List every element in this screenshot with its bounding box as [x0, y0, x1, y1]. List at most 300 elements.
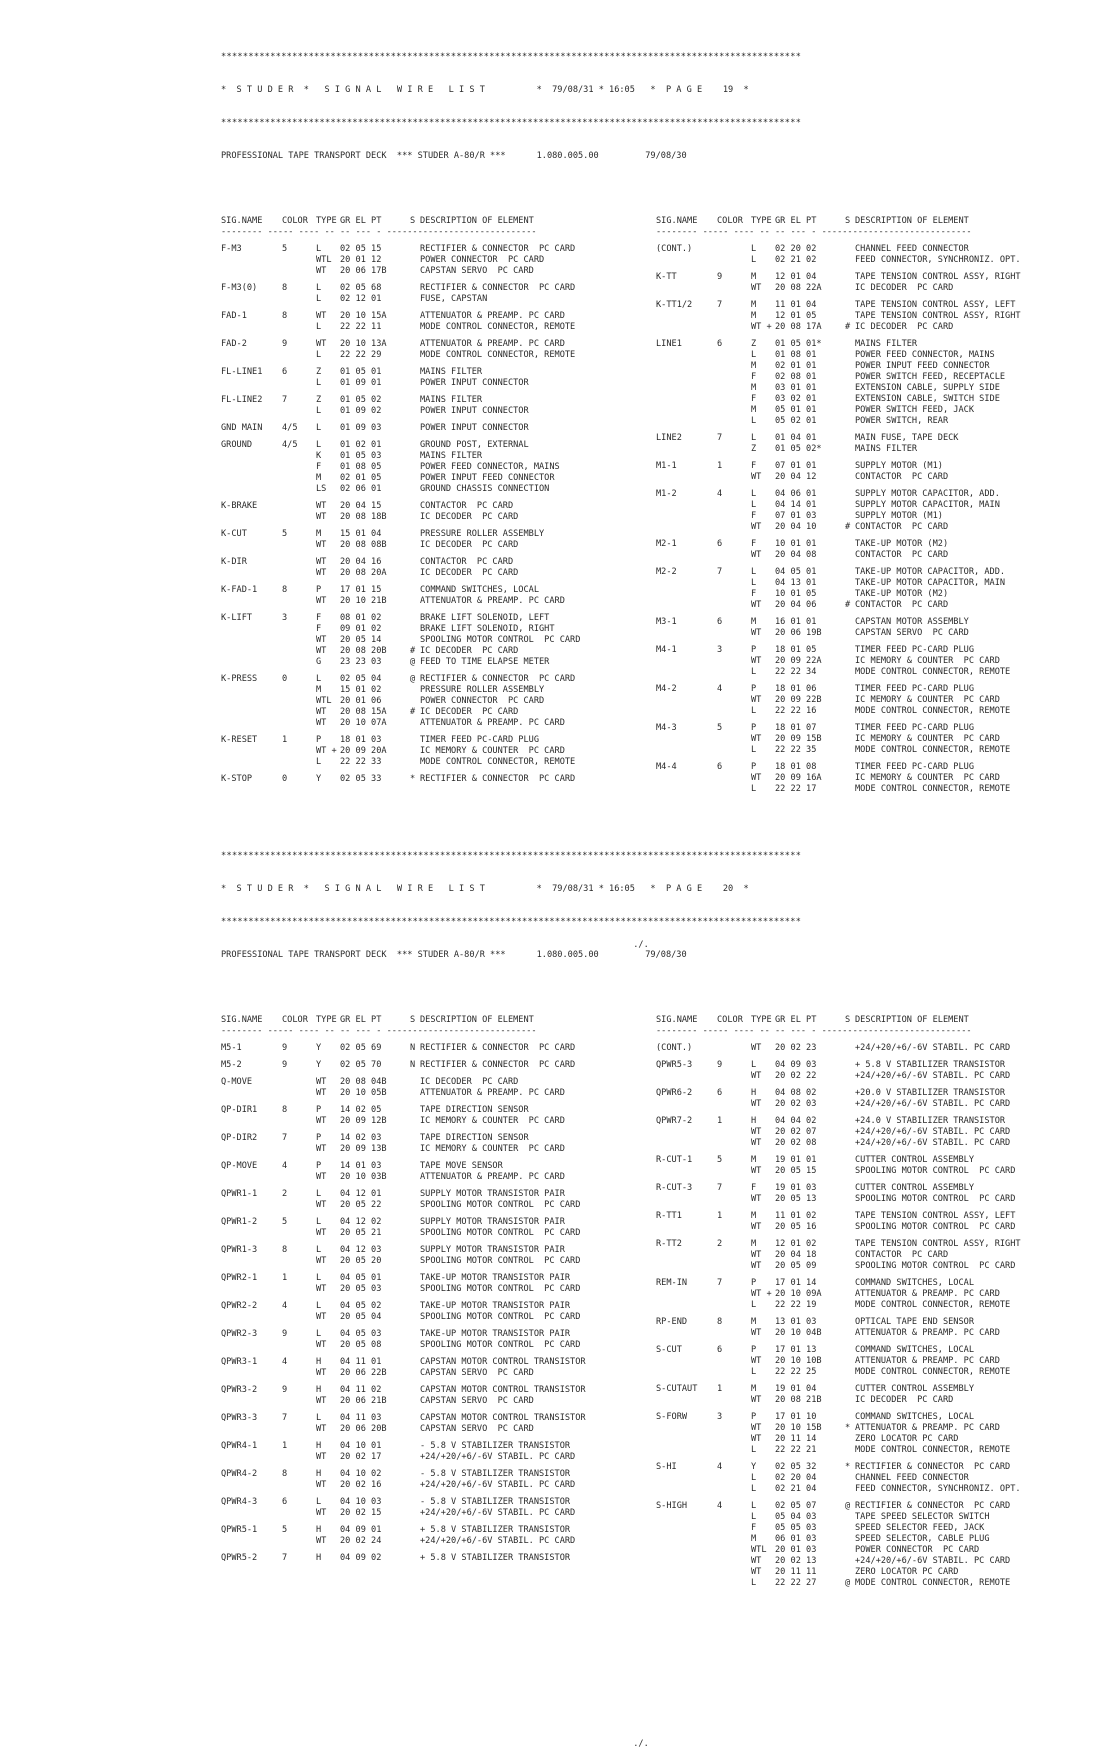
wire-type: L — [316, 244, 322, 254]
status-flag — [845, 472, 855, 483]
element-description: +24/+20/+6/-6V STABIL. PC CARD — [420, 1536, 576, 1546]
wire-color: 6 — [282, 367, 288, 377]
signal-name: S-CUT — [656, 1345, 682, 1355]
wire-type: WT — [316, 1256, 327, 1266]
signal-name — [221, 1340, 282, 1351]
wire-row — [221, 1424, 646, 1435]
signal-entry — [221, 1043, 646, 1054]
gr-el-pt-code: 01 08 05 — [340, 462, 382, 472]
col-header-color: COLOR — [717, 216, 743, 226]
wire-type: Z — [751, 339, 757, 349]
element-description: CAPSTAN MOTOR CONTROL TRANSISTOR — [420, 1385, 586, 1395]
signal-name — [656, 600, 717, 611]
wire-row — [221, 255, 646, 266]
signal-name — [221, 512, 282, 523]
signal-entry — [656, 1239, 1081, 1272]
wire-row — [656, 1127, 1081, 1138]
gr-el-pt-code: 01 04 01 — [775, 433, 817, 443]
wire-type: L — [751, 1512, 757, 1522]
wire-color — [717, 394, 751, 405]
wire-type: WT — [316, 311, 327, 321]
wire-color — [717, 1484, 751, 1495]
signal-entry — [221, 1161, 646, 1183]
signal-name: QPWR4-3 — [221, 1497, 258, 1507]
status-flag — [845, 656, 855, 667]
wire-type: WT — [751, 1356, 762, 1366]
element-description: TAPE TENSION CONTROL ASSY, LEFT — [855, 300, 1016, 310]
wire-row — [221, 718, 646, 729]
signal-entry — [656, 684, 1081, 717]
element-description: TAKE-UP MOTOR TRANSISTOR PAIR — [420, 1301, 571, 1311]
wire-type: P — [751, 723, 757, 733]
wire-row — [221, 451, 646, 462]
element-description: GROUND POST, EXTERNAL — [420, 440, 529, 450]
gr-el-pt-code: 04 11 01 — [340, 1357, 382, 1367]
document-subtitle: PROFESSIONAL TAPE TRANSPORT DECK *** STUDER A-80/R *** 1.080.005.00 79/08/30 — [221, 151, 687, 161]
header-dash-rule: -------- ----- ---- -- -- --- - ----------------------------- — [221, 1026, 537, 1036]
wire-row — [221, 462, 646, 473]
element-description: + 5.8 V STABILIZER TRANSISTOR — [420, 1553, 571, 1563]
signal-name: M3-1 — [656, 617, 677, 627]
wire-type: WT — [751, 1328, 762, 1338]
element-description: POWER INPUT CONNECTOR — [420, 406, 529, 416]
signal-name: S-HIGH — [656, 1501, 688, 1511]
status-flag — [845, 1222, 855, 1233]
element-description: IC MEMORY & COUNTER PC CARD — [420, 1116, 565, 1126]
wire-row — [656, 1545, 1081, 1556]
gr-el-pt-code: 20 02 16 — [340, 1480, 382, 1490]
wire-type: WT — [316, 1172, 327, 1182]
element-description: IC DECODER PC CARD — [420, 1077, 519, 1087]
wire-type: L — [751, 578, 757, 588]
wire-row — [221, 746, 646, 757]
wire-row — [221, 1200, 646, 1211]
wire-type: L — [316, 440, 322, 450]
signal-name — [221, 1200, 282, 1211]
wire-type: WT — [316, 1480, 327, 1490]
wire-color — [717, 1423, 751, 1434]
wire-type: WT — [316, 568, 327, 578]
signal-name — [656, 773, 717, 784]
element-description: TAPE TENSION CONTROL ASSY, RIGHT — [855, 1239, 1021, 1249]
element-description: SPOOLING MOTOR CONTROL PC CARD — [420, 1284, 581, 1294]
element-description: CONTACTOR PC CARD — [420, 501, 514, 511]
element-description: RECTIFIER & CONNECTOR PC CARD — [420, 674, 576, 684]
wire-color — [282, 1256, 316, 1267]
wire-row — [221, 1273, 646, 1284]
status-flag — [410, 613, 420, 624]
wire-color — [717, 1099, 751, 1110]
wire-type: Y — [316, 1060, 322, 1070]
wire-type: M — [751, 311, 757, 321]
wire-row — [656, 1166, 1081, 1177]
gr-el-pt-code: 02 05 15 — [340, 244, 382, 254]
wire-row — [221, 473, 646, 484]
wire-row — [221, 339, 646, 350]
status-flag — [845, 1166, 855, 1177]
gr-el-pt-code: 05 04 03 — [775, 1512, 817, 1522]
wire-color — [717, 1534, 751, 1545]
wire-color: 0 — [282, 674, 288, 684]
wire-list-page-19 — [221, 30, 1061, 962]
wire-type: L — [751, 745, 757, 755]
element-description: CAPSTAN MOTOR ASSEMBLY — [855, 617, 969, 627]
element-description: CAPSTAN SERVO PC CARD — [420, 266, 534, 276]
signal-entry — [656, 1317, 1081, 1339]
wire-type: WT — [316, 339, 327, 349]
signal-name: QPWR7-2 — [656, 1116, 693, 1126]
wire-type: F — [751, 1183, 757, 1193]
status-flag — [845, 578, 855, 589]
element-description: TAPE DIRECTION SENSOR — [420, 1105, 529, 1115]
page-title-line: * S T U D E R * S I G N A L W I R E L I S T * 79/08/31 * 16:05 * P A G E 19 * — [221, 85, 749, 95]
wire-row — [221, 1329, 646, 1340]
status-flag — [845, 1250, 855, 1261]
gr-el-pt-code: 02 20 04 — [775, 1473, 817, 1483]
gr-el-pt-code: 01 05 03 — [340, 451, 382, 461]
wire-type: WT — [316, 557, 327, 567]
wire-row — [656, 416, 1081, 427]
status-flag — [845, 1384, 855, 1395]
wire-row — [656, 1462, 1081, 1473]
element-description: CUTTER CONTROL ASSEMBLY — [855, 1183, 974, 1193]
wire-type: Z — [316, 367, 322, 377]
signal-name: M4-2 — [656, 684, 677, 694]
signal-entry — [221, 1497, 646, 1519]
element-description: TAPE SPEED SELECTOR SWITCH — [855, 1512, 990, 1522]
signal-entry — [221, 1329, 646, 1351]
status-flag — [845, 255, 855, 266]
wire-type: M — [316, 685, 322, 695]
status-flag — [845, 1155, 855, 1166]
element-description: SPOOLING MOTOR CONTROL PC CARD — [420, 1340, 581, 1350]
wire-row — [221, 1060, 646, 1071]
signal-name: QPWR4-2 — [221, 1469, 258, 1479]
element-description: ATTENUATOR & PREAMP. PC CARD — [855, 1356, 1000, 1366]
signal-entry — [656, 1183, 1081, 1205]
signal-entry — [656, 433, 1081, 455]
element-description: TIMER FEED PC-CARD PLUG — [420, 735, 539, 745]
wire-type: F — [751, 1523, 757, 1533]
status-flag — [410, 1525, 420, 1536]
signal-name — [656, 1578, 717, 1589]
wire-type: L — [316, 1273, 322, 1283]
gr-el-pt-code: 07 01 03 — [775, 511, 817, 521]
element-description: POWER INPUT FEED CONNECTOR — [855, 361, 990, 371]
element-description: IC DECODER PC CARD — [420, 512, 519, 522]
wire-color — [717, 695, 751, 706]
wire-color: 5 — [282, 1525, 288, 1535]
wire-row — [656, 339, 1081, 350]
gr-el-pt-code: 20 09 20A — [340, 746, 387, 756]
wire-row — [656, 255, 1081, 266]
gr-el-pt-code: 22 22 33 — [340, 757, 382, 767]
wire-color: 3 — [717, 645, 723, 655]
element-description: IC MEMORY & COUNTER PC CARD — [420, 1144, 565, 1154]
wire-row — [656, 1556, 1081, 1567]
wire-type: WT — [751, 1099, 762, 1109]
col-header-color: COLOR — [282, 216, 308, 226]
status-flag — [845, 300, 855, 311]
status-flag — [410, 635, 420, 646]
gr-el-pt-code: 15 01 04 — [340, 529, 382, 539]
signal-name — [656, 589, 717, 600]
gr-el-pt-code: 04 04 02 — [775, 1116, 817, 1126]
gr-el-pt-code: 17 01 13 — [775, 1345, 817, 1355]
gr-el-pt-code: 20 08 15A — [340, 707, 387, 717]
wire-color — [717, 1194, 751, 1205]
signal-name: R-TT1 — [656, 1211, 682, 1221]
element-description: ATTENUATOR & PREAMP. PC CARD — [855, 1423, 1000, 1433]
element-description: TIMER FEED PC-CARD PLUG — [855, 684, 974, 694]
wire-type: WT — [316, 1312, 327, 1322]
wire-row — [656, 1484, 1081, 1495]
wire-type: WT — [316, 1116, 327, 1126]
status-flag — [410, 1508, 420, 1519]
wire-color: 7 — [717, 1278, 723, 1288]
signal-entry — [656, 1060, 1081, 1082]
element-description: SPOOLING MOTOR CONTROL PC CARD — [420, 1228, 581, 1238]
gr-el-pt-code: 20 10 21B — [340, 596, 387, 606]
status-flag — [845, 1127, 855, 1138]
gr-el-pt-code: 20 10 10B — [775, 1356, 822, 1366]
wire-row — [221, 395, 646, 406]
signal-name: GROUND — [221, 440, 253, 450]
wire-type: H — [751, 1088, 757, 1098]
wire-type: WT + — [316, 746, 337, 756]
wire-row — [656, 628, 1081, 639]
element-description: SPOOLING MOTOR CONTROL PC CARD — [855, 1194, 1016, 1204]
wire-color: 4/5 — [282, 423, 298, 433]
wire-type: M — [751, 1155, 757, 1165]
signal-entry — [656, 1345, 1081, 1378]
signal-name — [656, 1395, 717, 1406]
status-flag — [845, 1412, 855, 1423]
wire-color — [282, 462, 316, 473]
wire-color: 4 — [717, 489, 723, 499]
status-flag — [410, 283, 420, 294]
wire-color — [717, 706, 751, 717]
signal-name — [221, 746, 282, 757]
wire-color: 3 — [282, 613, 288, 623]
wire-type: K — [316, 451, 322, 461]
signal-name — [221, 1144, 282, 1155]
element-description: MODE CONTROL CONNECTOR, REMOTE — [420, 322, 576, 332]
element-description: CONTACTOR PC CARD — [855, 1250, 949, 1260]
wire-row — [656, 1412, 1081, 1423]
wire-color — [282, 350, 316, 361]
wire-type: L — [316, 1189, 322, 1199]
status-flag — [410, 462, 420, 473]
signal-entry — [656, 461, 1081, 483]
gr-el-pt-code: 18 01 06 — [775, 684, 817, 694]
element-description: SPOOLING MOTOR CONTROL PC CARD — [420, 1256, 581, 1266]
wire-row — [656, 1289, 1081, 1300]
signal-name — [656, 628, 717, 639]
signal-name: R-CUT-3 — [656, 1183, 693, 1193]
element-description: IC MEMORY & COUNTER PC CARD — [855, 734, 1000, 744]
wire-color — [717, 1545, 751, 1556]
wire-type: WT — [751, 600, 762, 610]
element-description: MAINS FILTER — [420, 451, 483, 461]
wire-color: 5 — [282, 244, 288, 254]
status-flag — [845, 773, 855, 784]
status-flag — [410, 1452, 420, 1463]
star-rule-bottom: ********************************************************************************************************** — [221, 118, 802, 128]
wire-color — [717, 656, 751, 667]
status-flag — [410, 1105, 420, 1116]
wire-row — [656, 350, 1081, 361]
status-flag — [410, 339, 420, 350]
wire-type: WT — [751, 656, 762, 666]
gr-el-pt-code: 02 08 01 — [775, 372, 817, 382]
wire-row — [656, 1317, 1081, 1328]
signal-name: M4-1 — [656, 645, 677, 655]
wire-color — [282, 635, 316, 646]
signal-name — [656, 361, 717, 372]
signal-entry — [221, 774, 646, 785]
signal-name — [656, 255, 717, 266]
wire-color — [282, 1396, 316, 1407]
element-description: CAPSTAN SERVO PC CARD — [420, 1424, 534, 1434]
status-flag — [410, 244, 420, 255]
element-description: COMMAND SWITCHES, LOCAL — [420, 585, 539, 595]
element-description: BRAKE LIFT SOLENOID, LEFT — [420, 613, 550, 623]
wire-color — [717, 1578, 751, 1589]
status-flag — [845, 1116, 855, 1127]
wire-type: F — [751, 394, 757, 404]
signal-entry — [221, 1525, 646, 1547]
wire-row — [656, 734, 1081, 745]
wire-type: WT — [316, 1368, 327, 1378]
status-flag — [410, 512, 420, 523]
wire-row — [656, 1239, 1081, 1250]
signal-name — [656, 1534, 717, 1545]
col-header-desc: DESCRIPTION OF ELEMENT — [855, 216, 969, 226]
wire-type: P — [316, 1161, 322, 1171]
wire-type: WT — [751, 1222, 762, 1232]
wire-type: WT — [316, 596, 327, 606]
signal-name — [221, 624, 282, 635]
status-flag — [410, 473, 420, 484]
signal-name: M2-1 — [656, 539, 677, 549]
wire-color — [717, 773, 751, 784]
wire-type: H — [316, 1357, 322, 1367]
element-description: RECTIFIER & CONNECTOR PC CARD — [420, 283, 576, 293]
signal-entry — [221, 1217, 646, 1239]
wire-type: WT — [316, 1088, 327, 1098]
element-description: IC MEMORY & COUNTER PC CARD — [420, 746, 565, 756]
wire-color — [282, 1116, 316, 1127]
element-description: FEED CONNECTOR, SYNCHRONIZ. OPT. — [855, 1484, 1021, 1494]
signal-name — [656, 1445, 717, 1456]
signal-name — [221, 1228, 282, 1239]
signal-name — [221, 1480, 282, 1491]
element-description: FUSE, CAPSTAN — [420, 294, 488, 304]
signal-name — [656, 550, 717, 561]
status-flag — [845, 1317, 855, 1328]
wire-color — [717, 1289, 751, 1300]
wire-type: L — [751, 350, 757, 360]
wire-color — [282, 757, 316, 768]
gr-el-pt-code: 11 01 04 — [775, 300, 817, 310]
wire-type: P — [751, 1278, 757, 1288]
signal-entry — [221, 557, 646, 579]
gr-el-pt-code: 01 09 01 — [340, 378, 382, 388]
wire-color — [282, 718, 316, 729]
wire-row — [221, 1441, 646, 1452]
gr-el-pt-code: 01 02 01 — [340, 440, 382, 450]
gr-el-pt-code: 01 09 03 — [340, 423, 382, 433]
element-description: CONTACTOR PC CARD — [855, 522, 949, 532]
status-flag — [845, 734, 855, 745]
gr-el-pt-code: 20 10 04B — [775, 1328, 822, 1338]
status-flag — [845, 589, 855, 600]
wire-type: F — [751, 539, 757, 549]
signal-name — [221, 406, 282, 417]
right-column — [656, 216, 1081, 795]
gr-el-pt-code: 03 02 01 — [775, 394, 817, 404]
wire-type: H — [316, 1385, 322, 1395]
wire-type: WT — [316, 1200, 327, 1210]
element-description: TAKE-UP MOTOR (M2) — [855, 589, 949, 599]
signal-name: QPWR2-2 — [221, 1301, 258, 1311]
status-flag — [845, 1183, 855, 1194]
gr-el-pt-code: 02 01 01 — [775, 361, 817, 371]
col-header-sig: SIG.NAME — [221, 216, 263, 226]
wire-type: WT — [316, 540, 327, 550]
wire-type: M — [751, 1384, 757, 1394]
wire-row — [656, 550, 1081, 561]
wire-type: L — [751, 1445, 757, 1455]
element-description: IC MEMORY & COUNTER PC CARD — [855, 773, 1000, 783]
wire-color: 8 — [282, 1245, 288, 1255]
signal-entry — [656, 539, 1081, 561]
wire-row — [656, 272, 1081, 283]
status-flag — [845, 1088, 855, 1099]
status-flag — [845, 394, 855, 405]
signal-name — [656, 656, 717, 667]
wire-color — [282, 596, 316, 607]
wire-row — [221, 707, 646, 718]
wire-type: L — [751, 489, 757, 499]
gr-el-pt-code: 06 01 03 — [775, 1534, 817, 1544]
left-column — [221, 1015, 646, 1564]
wire-type: F — [751, 372, 757, 382]
signal-name — [221, 473, 282, 484]
left-column — [221, 216, 646, 785]
signal-name — [221, 696, 282, 707]
signal-entry — [221, 613, 646, 668]
gr-el-pt-code: 17 01 15 — [340, 585, 382, 595]
wire-color — [282, 1452, 316, 1463]
wire-color — [717, 1222, 751, 1233]
signal-name: K-RESET — [221, 735, 258, 745]
wire-type: WT — [751, 550, 762, 560]
signal-name: FL-LINE2 — [221, 395, 263, 405]
wire-color: 8 — [282, 1469, 288, 1479]
gr-el-pt-code: 20 09 16A — [775, 773, 822, 783]
wire-row — [656, 489, 1081, 500]
signal-entry — [221, 311, 646, 333]
element-description: MAIN FUSE, TAPE DECK — [855, 433, 959, 443]
wire-type: WT — [751, 628, 762, 638]
wire-type: G — [316, 657, 322, 667]
signal-name — [221, 646, 282, 657]
status-flag — [845, 339, 855, 350]
status-flag — [845, 695, 855, 706]
wire-color: 1 — [717, 1211, 723, 1221]
